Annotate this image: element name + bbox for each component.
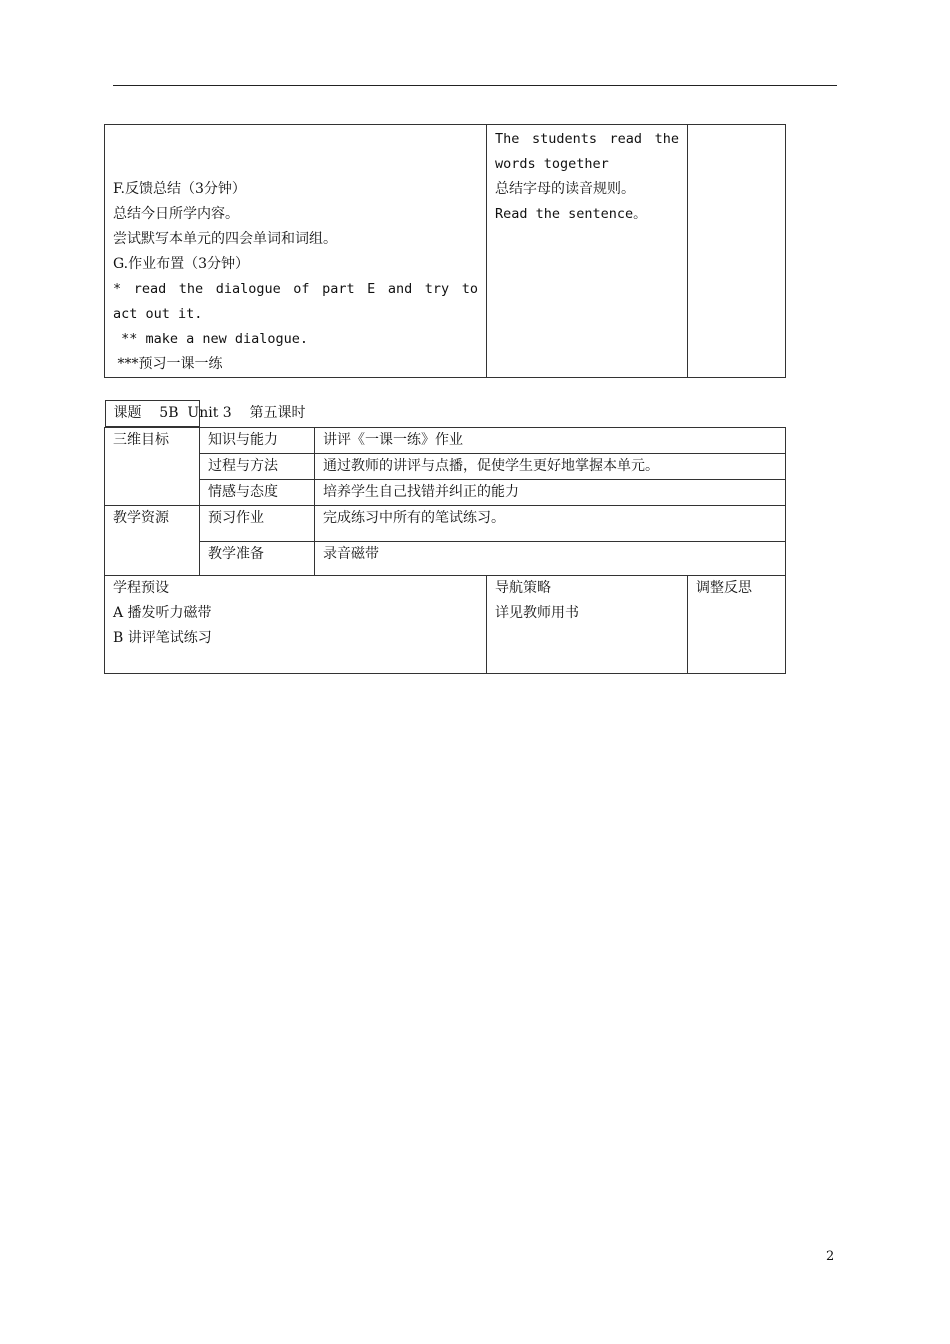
process-plan-cell bbox=[105, 576, 487, 674]
resources-label: 教学资源 bbox=[105, 506, 200, 576]
reflection-header-cell bbox=[688, 576, 786, 674]
process-line: 总结今日所学内容。 bbox=[113, 206, 239, 222]
homework-line: ** make a new dialogue. bbox=[113, 331, 309, 347]
process-line: 尝试默写本单元的四会单词和词组。 bbox=[113, 231, 337, 247]
process-line: F.反馈总结（3分钟） bbox=[113, 181, 246, 197]
goal-content: 通过教师的讲评与点播，促使学生更好地掌握本单元。 bbox=[315, 454, 786, 480]
goal-dimension: 情感与态度 bbox=[200, 480, 315, 506]
resource-type: 预习作业 bbox=[200, 506, 315, 542]
resource-content: 完成练习中所有的笔试练习。 bbox=[315, 506, 786, 542]
process-cell bbox=[105, 125, 487, 378]
process-item: A 播发听力磁带 bbox=[113, 605, 212, 621]
process-line: G.作业布置（3分钟） bbox=[113, 256, 250, 272]
page-number: 2 bbox=[826, 1249, 835, 1264]
homework-line: ***预习一课一练 bbox=[113, 356, 223, 372]
goal-content: 培养学生自己找错并纠正的能力 bbox=[315, 480, 786, 506]
strategy-line: The students read the bbox=[495, 131, 679, 147]
strategy-content: 详见教师用书 bbox=[495, 605, 579, 621]
resource-type: 教学准备 bbox=[200, 542, 315, 576]
header-rule bbox=[113, 85, 837, 86]
reflection-cell bbox=[688, 125, 786, 378]
lesson-continued-table bbox=[104, 124, 786, 378]
strategy-line: Read the sentence。 bbox=[495, 206, 647, 222]
goals-label: 三维目标 bbox=[105, 428, 200, 506]
resource-content: 录音磁带 bbox=[315, 542, 786, 576]
goal-content: 讲评《一课一练》作业 bbox=[315, 428, 786, 454]
strategy-line: 总结字母的读音规则。 bbox=[495, 181, 635, 197]
strategy-header: 导航策略 bbox=[495, 580, 551, 596]
lesson-plan-table bbox=[104, 400, 786, 674]
homework-line: * read the dialogue of part E and try to bbox=[113, 281, 478, 297]
strategy-cell bbox=[487, 125, 688, 378]
reflection-header: 调整反思 bbox=[696, 580, 752, 596]
goal-dimension: 知识与能力 bbox=[200, 428, 315, 454]
goal-dimension: 过程与方法 bbox=[200, 454, 315, 480]
lesson-title: 课题 5B Unit 3 第五课时 bbox=[105, 400, 200, 427]
strategy-line: words together bbox=[495, 156, 609, 172]
process-item: B 讲评笔试练习 bbox=[113, 630, 212, 646]
process-header: 学程预设 bbox=[113, 580, 169, 596]
homework-line: act out it. bbox=[113, 306, 203, 322]
navigation-strategy-cell bbox=[487, 576, 688, 674]
